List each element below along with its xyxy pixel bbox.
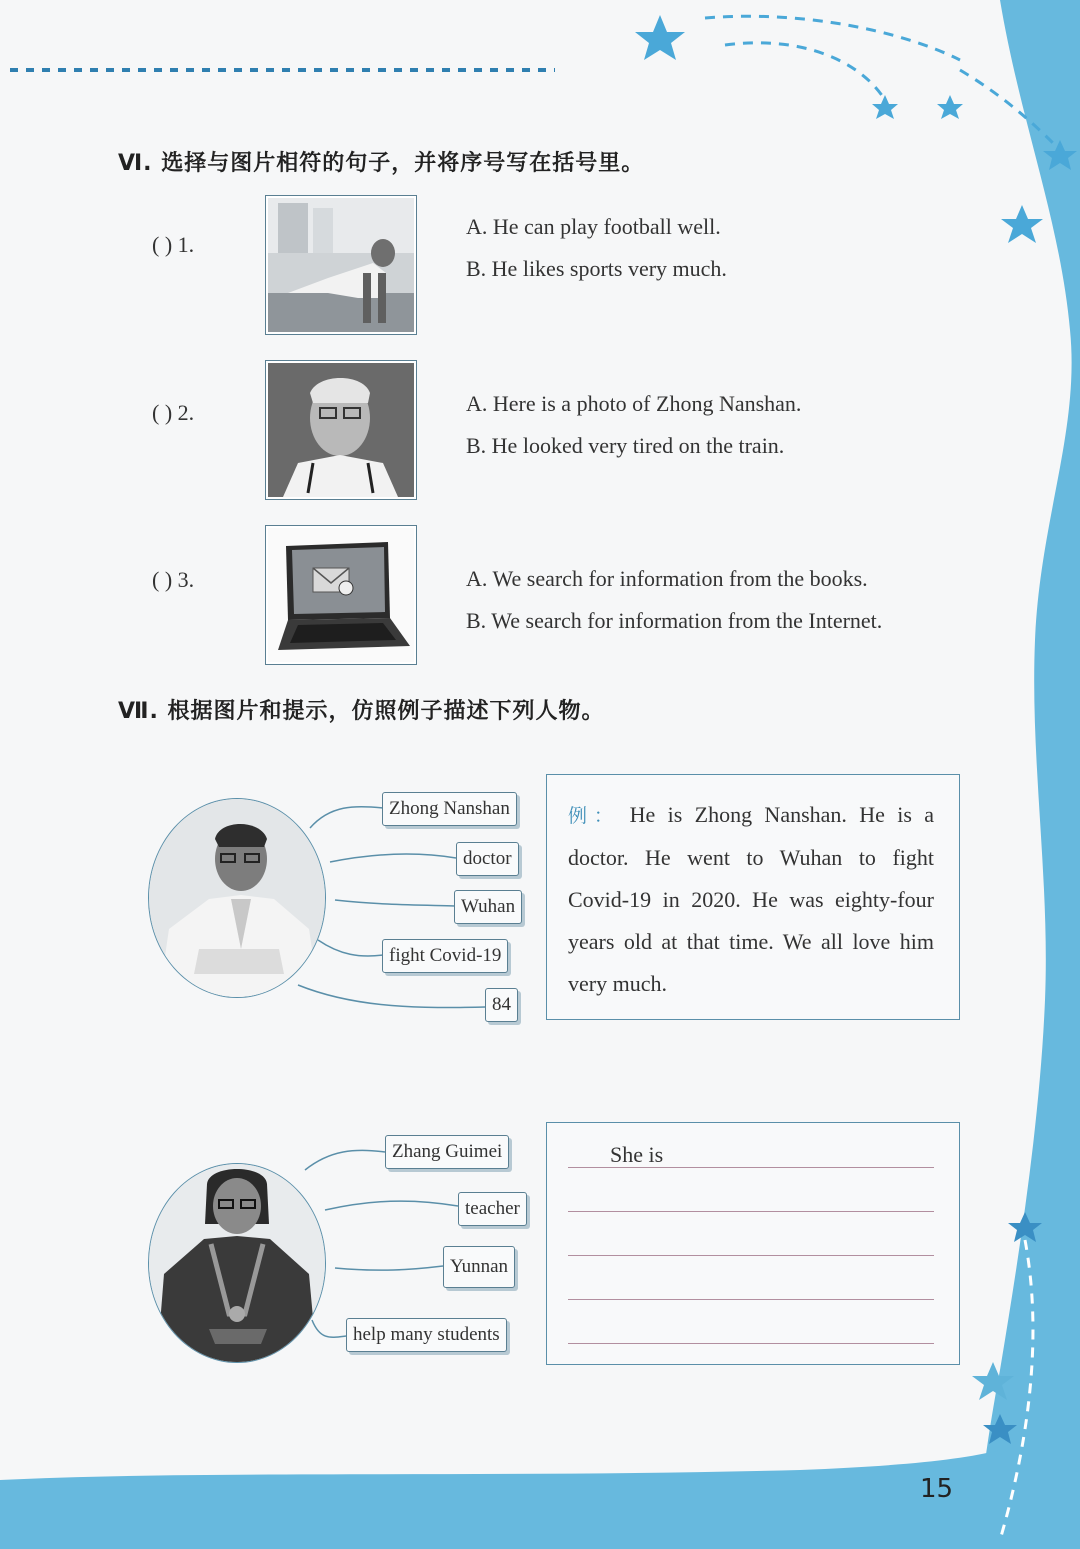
tag-doctor: doctor	[456, 842, 519, 876]
portrait-zhong-nanshan	[148, 798, 326, 998]
answer-bracket-3[interactable]: ( ) 3.	[152, 567, 195, 592]
option-3b[interactable]: B. We search for information from the Internet.	[466, 608, 883, 633]
writing-line[interactable]	[568, 1211, 934, 1212]
section-7-heading: Ⅶ. 根据图片和提示，仿照例子描述下列人物。	[118, 699, 605, 724]
writing-line[interactable]	[568, 1299, 934, 1300]
option-1b[interactable]: B. He likes sports very much.	[466, 256, 727, 281]
answer-bracket-2[interactable]: ( ) 2.	[152, 400, 195, 425]
answer-starter: She is	[610, 1142, 664, 1167]
writing-line[interactable]	[568, 1167, 934, 1168]
tag-fight-covid: fight Covid-19	[382, 939, 508, 973]
section-6-heading: Ⅵ. 选择与图片相符的句子，并将序号写在括号里。	[118, 151, 645, 176]
answer-writing-box	[546, 1122, 960, 1365]
example-paragraph	[568, 794, 934, 1005]
page-number: 15	[920, 1474, 954, 1504]
tag-help-students: help many students	[346, 1318, 507, 1352]
tag-zhong-nanshan: Zhong Nanshan	[382, 792, 517, 826]
tag-teacher: teacher	[458, 1192, 527, 1226]
option-2b[interactable]: B. He looked very tired on the train.	[466, 433, 785, 458]
portrait-zhang-guimei	[148, 1163, 326, 1363]
example-label: 例：	[568, 805, 620, 827]
tag-zhang-guimei: Zhang Guimei	[385, 1135, 509, 1169]
writing-line[interactable]	[568, 1255, 934, 1256]
option-2a[interactable]: A. Here is a photo of Zhong Nanshan.	[466, 391, 802, 416]
tag-wuhan: Wuhan	[454, 890, 522, 924]
answer-bracket-1[interactable]: ( ) 1.	[152, 232, 195, 257]
option-1a[interactable]: A. He can play football well.	[466, 214, 721, 239]
option-3a[interactable]: A. We search for information from the books.	[466, 566, 868, 591]
example-text: He is Zhong Nanshan. He is a doctor. He went to Wuhan to fight Covid-19 in 2020. He was eighty-four years old at that time. We all love him very much.	[568, 802, 934, 996]
tag-age-84: 84	[485, 988, 518, 1022]
writing-line[interactable]	[568, 1343, 934, 1344]
tag-yunnan: Yunnan	[443, 1246, 515, 1288]
